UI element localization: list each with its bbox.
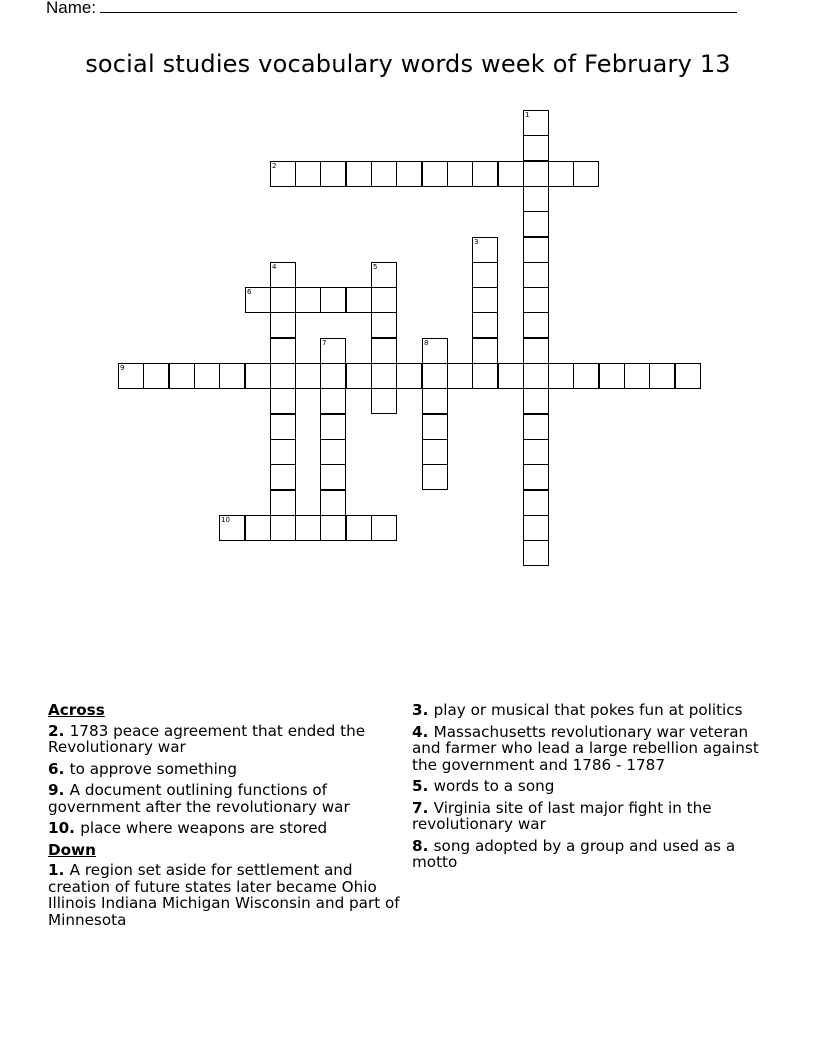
- clue-text: to approve something: [69, 759, 238, 778]
- grid-cell[interactable]: [346, 161, 372, 187]
- clue-item: 1. A region set aside for settlement and creation of future states later became Ohio Illinois Indiana Michigan Wisconsin and part of Minnesota: [48, 861, 400, 929]
- clue-number: 1: [48, 861, 59, 879]
- grid-cell[interactable]: [245, 363, 271, 389]
- grid-cell[interactable]: [422, 388, 448, 414]
- clue-item: 2. 1783 peace agreement that ended the Revolutionary war: [48, 721, 366, 756]
- grid-cell[interactable]: [422, 439, 448, 465]
- grid-cell[interactable]: [523, 414, 549, 440]
- grid-cell[interactable]: [447, 363, 473, 389]
- grid-cell[interactable]: [371, 363, 397, 389]
- grid-cell[interactable]: [295, 287, 321, 313]
- grid-cell[interactable]: [498, 363, 524, 389]
- grid-cell[interactable]: [245, 287, 271, 313]
- down-clue-list: [48, 862, 408, 928]
- grid-cell[interactable]: [270, 388, 296, 414]
- grid-cell[interactable]: [143, 363, 169, 389]
- grid-cell[interactable]: [599, 363, 625, 389]
- grid-cell[interactable]: [523, 237, 549, 263]
- grid-cell[interactable]: [523, 540, 549, 566]
- clue-number: 2: [272, 162, 277, 170]
- grid-cell[interactable]: [523, 515, 549, 541]
- grid-cell[interactable]: [422, 161, 448, 187]
- grid-cell[interactable]: [320, 388, 346, 414]
- clue-item: 7. Virginia site of last major fight in the revolutionary war: [412, 798, 712, 833]
- grid-cell[interactable]: [270, 414, 296, 440]
- clue-item: 6. to approve something: [48, 759, 238, 778]
- grid-cell[interactable]: [270, 490, 296, 516]
- grid-cell[interactable]: [447, 161, 473, 187]
- grid-cell[interactable]: [396, 363, 422, 389]
- grid-cell[interactable]: [320, 363, 346, 389]
- clue-number: 7: [322, 339, 327, 347]
- grid-cell[interactable]: [320, 439, 346, 465]
- clue-number: 6: [48, 759, 59, 778]
- grid-cell[interactable]: [573, 363, 599, 389]
- clue-number: 2: [48, 721, 59, 740]
- clue-item: 5. words to a song: [412, 777, 555, 795]
- grid-cell[interactable]: [371, 338, 397, 364]
- grid-cell[interactable]: [295, 161, 321, 187]
- clue-item: 3. play or musical that pokes fun at politics: [412, 701, 743, 719]
- grid-cell[interactable]: [523, 312, 549, 338]
- grid-cell[interactable]: [270, 464, 296, 490]
- grid-cell[interactable]: [422, 414, 448, 440]
- down-heading: Down: [48, 840, 96, 859]
- grid-cell[interactable]: [270, 262, 296, 288]
- grid-cell[interactable]: [523, 287, 549, 313]
- grid-cell[interactable]: [523, 211, 549, 237]
- grid-cell[interactable]: [472, 312, 498, 338]
- clue-text: place where weapons are stored: [80, 819, 328, 837]
- grid-cell[interactable]: [396, 161, 422, 187]
- grid-cell[interactable]: [472, 338, 498, 364]
- clue-number: 9: [120, 364, 125, 372]
- clues-column-right: [412, 702, 772, 876]
- clue-text: play or musical that pokes fun at politics: [433, 701, 743, 719]
- grid-cell[interactable]: [523, 135, 549, 161]
- grid-cell[interactable]: [219, 363, 245, 389]
- grid-cell[interactable]: [270, 161, 296, 187]
- page-title: social studies vocabulary words week of February 13: [85, 50, 731, 78]
- grid-cell[interactable]: [422, 464, 448, 490]
- clue-text: song adopted by a group and used as a motto: [412, 836, 736, 871]
- grid-cell[interactable]: [346, 515, 372, 541]
- grid-cell[interactable]: [624, 363, 650, 389]
- grid-cell[interactable]: [523, 161, 549, 187]
- grid-cell[interactable]: [523, 439, 549, 465]
- clue-number: 5: [373, 263, 378, 271]
- clue-text: 1783 peace agreement that ended the Revolutionary war: [48, 721, 366, 756]
- grid-cell[interactable]: [523, 464, 549, 490]
- grid-cell[interactable]: [371, 515, 397, 541]
- name-label: Name:: [46, 0, 97, 17]
- clue-item: 8. song adopted by a group and used as a motto: [412, 836, 736, 871]
- clue-number: 8: [412, 836, 423, 855]
- grid-cell[interactable]: [523, 388, 549, 414]
- grid-cell[interactable]: [270, 338, 296, 364]
- grid-cell[interactable]: [523, 338, 549, 364]
- grid-cell[interactable]: [472, 287, 498, 313]
- grid-cell[interactable]: [573, 161, 599, 187]
- clue-number: 5: [412, 777, 423, 795]
- clue-item: 10. place where weapons are stored: [48, 819, 328, 837]
- down-clue-list-continued: [412, 702, 772, 871]
- grid-cell[interactable]: [472, 363, 498, 389]
- clue-number: 8: [424, 339, 429, 347]
- grid-cell[interactable]: [270, 439, 296, 465]
- grid-cell[interactable]: [320, 287, 346, 313]
- clue-number: 4: [412, 722, 423, 741]
- grid-cell[interactable]: [270, 363, 296, 389]
- clue-text: A region set aside for settlement and creation of future states later became Ohio Illinois Indiana Michigan Wisconsin and part of Minnesota: [48, 861, 400, 929]
- clue-number: 9: [48, 781, 59, 799]
- grid-cell[interactable]: [523, 490, 549, 516]
- grid-cell[interactable]: [371, 287, 397, 313]
- grid-cell[interactable]: [320, 414, 346, 440]
- grid-cell[interactable]: [320, 464, 346, 490]
- clue-number: 4: [272, 263, 277, 271]
- grid-cell[interactable]: [219, 515, 245, 541]
- grid-cell[interactable]: [270, 515, 296, 541]
- grid-cell[interactable]: [169, 363, 195, 389]
- grid-cell[interactable]: [245, 515, 271, 541]
- grid-cell[interactable]: [422, 363, 448, 389]
- clue-number: 10: [221, 516, 230, 524]
- clue-number: 3: [412, 701, 423, 719]
- grid-cell[interactable]: [523, 110, 549, 136]
- grid-cell[interactable]: [371, 161, 397, 187]
- clues-column-left: [48, 702, 408, 933]
- clue-text: Massachusetts revolutionary war veteran and farmer who lead a large rebellion against the government and 1786 - 1787: [412, 722, 759, 774]
- clue-number: 3: [474, 238, 479, 246]
- grid-cell[interactable]: [548, 363, 574, 389]
- grid-cell[interactable]: [649, 363, 675, 389]
- grid-cell[interactable]: [320, 338, 346, 364]
- grid-cell[interactable]: [498, 161, 524, 187]
- grid-cell[interactable]: [194, 363, 220, 389]
- clue-text: A document outlining functions of government after the revolutionary war: [48, 781, 350, 816]
- clue-item: 9. A document outlining functions of government after the revolutionary war: [48, 781, 350, 816]
- grid-cell[interactable]: [295, 363, 321, 389]
- grid-cell[interactable]: [270, 287, 296, 313]
- grid-cell[interactable]: [548, 161, 574, 187]
- grid-cell[interactable]: [118, 363, 144, 389]
- clue-number: 1: [525, 111, 530, 119]
- grid-cell[interactable]: [371, 312, 397, 338]
- grid-cell[interactable]: [472, 262, 498, 288]
- grid-cell[interactable]: [422, 338, 448, 364]
- clue-text: words to a song: [433, 777, 555, 795]
- across-clue-list: [48, 723, 408, 837]
- grid-cell[interactable]: [371, 262, 397, 288]
- grid-cell[interactable]: [523, 363, 549, 389]
- grid-cell[interactable]: [523, 186, 549, 212]
- grid-cell[interactable]: [320, 515, 346, 541]
- clue-number: 6: [247, 288, 252, 296]
- clue-number: 10: [48, 819, 70, 837]
- grid-cell[interactable]: [295, 515, 321, 541]
- grid-cell[interactable]: [270, 312, 296, 338]
- clue-item: 4. Massachusetts revolutionary war veteran and farmer who lead a large rebellion against the government and 1786 - 1787: [412, 722, 759, 774]
- grid-cell[interactable]: [472, 161, 498, 187]
- grid-cell[interactable]: [523, 262, 549, 288]
- clue-number: 7: [412, 798, 423, 817]
- clue-text: Virginia site of last major fight in the revolutionary war: [412, 798, 712, 833]
- grid-cell[interactable]: [371, 388, 397, 414]
- across-heading: Across: [48, 701, 105, 719]
- grid-cell[interactable]: [346, 363, 372, 389]
- grid-cell[interactable]: [346, 287, 372, 313]
- grid-cell[interactable]: [320, 490, 346, 516]
- grid-cell[interactable]: [320, 161, 346, 187]
- grid-cell[interactable]: [675, 363, 701, 389]
- grid-cell[interactable]: [472, 237, 498, 263]
